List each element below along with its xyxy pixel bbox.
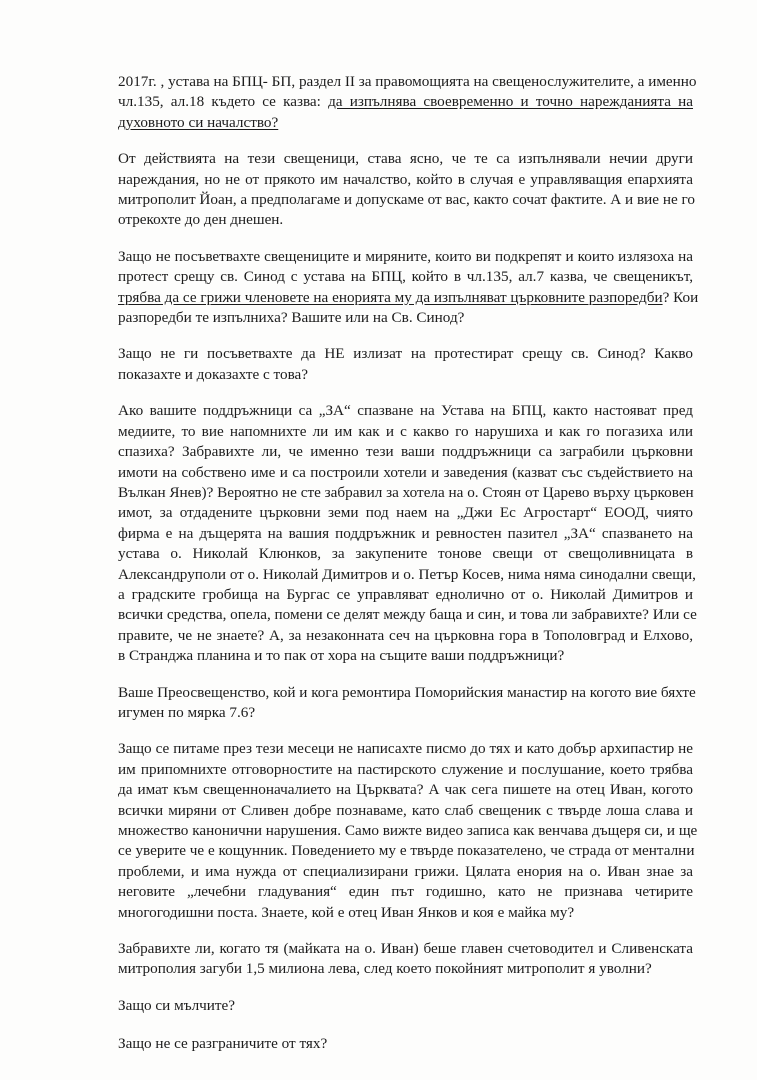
text-line — [118, 524, 693, 544]
text-segment: Защо не посъветвахте свещениците и миряните, които ви подкрепят и които излязоха на — [118, 247, 693, 265]
text-line — [118, 821, 698, 841]
text-segment: всички средства, опела, помени се делят между баща и син, и това ли забравихте? Или се — [118, 606, 697, 624]
underlined-text: да изпълнява своевременно и точно нарежданията на — [328, 93, 694, 111]
text-segment: да имат към свещенноначалието на Църквата? А чак сега пишете на отец Иван, когото — [118, 781, 693, 799]
text-line — [118, 760, 693, 780]
text-line — [118, 267, 693, 287]
text-segment: медиите, то вие напомнихте ли им как и с какво го нарушиха и как го погазиха или — [118, 422, 693, 440]
text-line — [118, 365, 693, 385]
text-segment: 2017г. , устава на БПЦ- БП, раздел II за правомощията на свещенослужителите, а именно — [118, 73, 697, 90]
text-line — [118, 703, 693, 723]
text-line — [118, 605, 697, 625]
text-line — [118, 959, 693, 979]
text-segment: ? Кои — [662, 288, 699, 306]
text-segment: неговите „лечебни гладувания“ един път годишно, като не признава четирите — [118, 883, 693, 901]
text-segment: Вълкан Янев)? Вероятно не сте забравил за хотела на о. Стоян от Царево върху църковен — [118, 483, 694, 501]
text-line — [118, 247, 693, 267]
text-segment: а градските гробища на Бургас се управляват еднолично от о. Николай Димитров и — [118, 585, 693, 603]
text-line — [118, 780, 693, 800]
text-line — [118, 862, 693, 882]
text-segment: Защо си мълчите? — [118, 996, 236, 1014]
text-segment: отрекохте до ден днешен. — [118, 211, 284, 229]
text-line — [118, 565, 696, 585]
paragraph-p5 — [118, 401, 697, 666]
text-segment: митрополит Йоан, а предполагаме и допускаме от вас, както сочат фактите. А и вие не го — [118, 191, 695, 209]
text-segment: имоти на собствено име и са построили хотели и заведения (казват със съдействието на — [118, 463, 693, 481]
text-line — [118, 401, 693, 421]
text-line — [118, 585, 693, 605]
text-segment: се уверите че е кощунник. Поведението му е твърде показателено, че страда от ментални — [118, 842, 695, 860]
text-line — [118, 483, 693, 503]
text-segment: имот, за отдадените църковни земи под наем на „Джи Ес Агростарт“ ЕООД, чиято — [118, 504, 693, 522]
text-segment: Защо се питаме през тези месеци не написахте писмо до тях и като добър архипастир не — [118, 740, 693, 758]
text-segment: показахте и доказахте с това? — [118, 365, 309, 383]
paragraph-p9 — [118, 996, 693, 1016]
paragraph-p6 — [118, 683, 696, 724]
text-segment: От действията на тези свещеници, става ясно, че те са изпълнявали нечии други — [118, 150, 693, 168]
paragraph-p1 — [118, 72, 697, 133]
text-line — [118, 149, 693, 169]
text-line — [118, 308, 693, 328]
text-segment: разпоредби те изпълниха? Вашите или на Св. Синод? — [118, 309, 465, 327]
text-segment: Забравихте ли, когато тя (майката на о. Иван) беше главен счетоводител и Сливенската — [118, 940, 693, 958]
text-line — [118, 72, 697, 92]
text-line — [118, 463, 693, 483]
text-line — [118, 626, 693, 646]
paragraph-p10 — [118, 1034, 693, 1054]
text-segment: протест срещу св. Синод с устава на БПЦ, който в чл.135, ал.7 казва, че свещеникът, — [118, 268, 693, 286]
text-line — [118, 841, 693, 861]
text-line — [118, 344, 693, 364]
text-segment: многогодишни поста. Знаете, кой е отец Иван Янков и коя е майка му? — [118, 903, 575, 921]
text-segment: в Странджа планина и то пак от хора на същите ваши поддръжници? — [118, 647, 565, 665]
paragraph-p2 — [118, 149, 693, 231]
text-line — [118, 646, 693, 666]
underlined-text: духовното си началство? — [118, 113, 279, 131]
text-segment: всички миряни от Сливен добре познаваме, като слаб свещеник с твърде лоша слава и — [118, 801, 693, 819]
text-line — [118, 996, 693, 1016]
text-segment: спазиха? Забравихте ли, че именно тези ваши поддръжници са заграбили църковни — [118, 443, 693, 461]
text-line — [118, 882, 693, 902]
text-segment: множество канонични нарушения. Само вижте видео записа как венчава дъщеря си, и ще — [118, 822, 698, 839]
text-line — [118, 939, 693, 959]
text-segment: митрополия загуби 1,5 милиона лева, след което покойният митрополит я уволни? — [118, 960, 652, 978]
underlined-text: трябва да се грижи членовете на енорията му да изпълняват църковните разпоредби — [118, 288, 663, 306]
text-segment: игумен по мярка 7.6? — [118, 703, 256, 721]
document-body — [118, 72, 699, 1055]
text-segment: правите, че не знаете? А, за незаконната сеч на църковна гора в Тополовград и Елхово, — [118, 626, 693, 644]
text-line — [118, 1034, 693, 1054]
text-line — [118, 210, 693, 230]
text-line — [118, 190, 693, 210]
text-line — [118, 422, 693, 442]
text-segment: Защо не ги посъветвахте да НЕ излизат на протестират срещу св. Синод? Какво — [118, 345, 693, 363]
text-segment: им припомнихте отговорностите на пастирското служение и послушание, което трябва — [118, 760, 693, 778]
text-line — [118, 442, 693, 462]
text-segment: Ако вашите поддръжници са „ЗА“ спазване на Устава на БПЦ, както настояват пред — [118, 402, 693, 420]
text-line — [118, 92, 693, 112]
text-segment: Александруполи от о. Николай Димитров и о. Петър Косев, нима няма синодални свещи, — [118, 565, 696, 583]
text-segment: фирма е на дъщерята на вашия поддръжник и ревностен пазител „ЗА“ спазването на — [118, 524, 693, 542]
text-segment: проблеми, и има нужда от специализирани грижи. Цялата енория на о. Иван знае за — [118, 862, 693, 880]
text-line — [118, 503, 693, 523]
text-line — [118, 739, 693, 759]
text-line — [118, 903, 693, 923]
text-line — [118, 113, 693, 133]
text-segment: Ваше Преосвещенство, кой и кога ремонтира Поморийския манастир на когото вие бяхте — [118, 683, 696, 701]
text-segment: нареждания, но не от прякото им началство, който в случая е управляващия епархията — [118, 170, 693, 188]
paragraph-p7 — [118, 739, 698, 923]
paragraph-p3 — [118, 247, 699, 329]
paragraph-p8 — [118, 939, 693, 980]
text-segment: Защо не се разграничите от тях? — [118, 1035, 328, 1053]
text-line — [118, 683, 696, 703]
text-segment: устава о. Николай Клюнков, за закупените тонове свещи от свещоливницата в — [118, 545, 693, 563]
text-line — [118, 801, 693, 821]
text-line — [118, 170, 693, 190]
text-line — [118, 288, 699, 308]
paragraph-p4 — [118, 344, 693, 385]
text-segment: чл.135, ал.18 където се казва: — [118, 93, 329, 111]
text-line — [118, 544, 693, 564]
